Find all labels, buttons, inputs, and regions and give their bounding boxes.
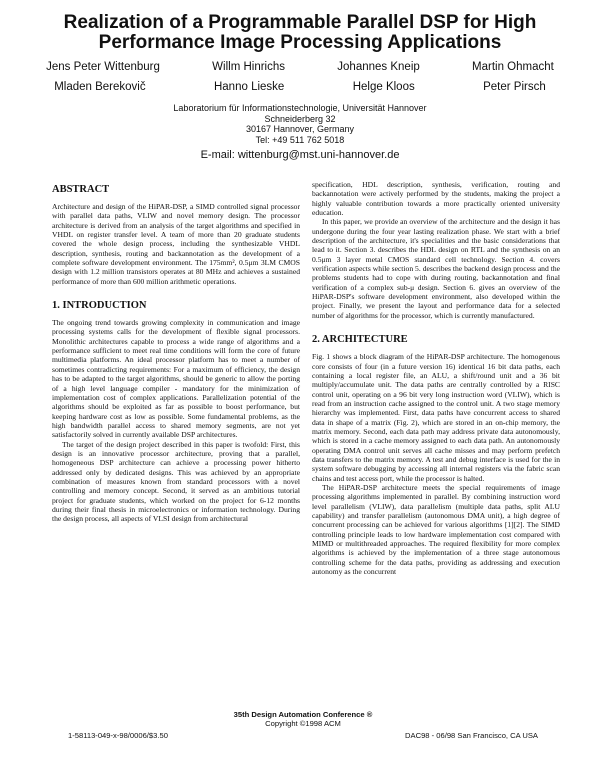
architecture-paragraph: The HiPAR-DSP architecture meets the special requirements of image processing algorithms implemented in parallel. By combining instruction word level parallelism (VLIW), data parallelism (multiple data paths, split ALU capability) and transfer parallelism (autonomous DMA unit), a high degree of concurrent processing can be achieved for various algorithms [1][2]. The SIMD controlling principle leads to low hardware implementation cost compared with MIMD or multithreaded approaches. The required flexibility for more complex algorithms is achieved by the implementation of a three stage autonomous controlling scheme for the data paths, providing as addressing and execution autonomy as the concurrent xyxy=(312,482,560,577)
conference-name: 35th Design Automation Conference ® xyxy=(233,710,373,719)
footer-bottom-row xyxy=(48,731,558,740)
architecture-heading: 2. ARCHITECTURE xyxy=(312,334,408,346)
introduction-paragraph: The ongoing trend towards growing complexity in communication and image processing systems calls for the development of flexible signal processors. Monolithic architectures capable to process a wide range of algorithms and a performance sufficient to meet real time conditions will form the core of future multimedia platforms. An ideal processor platform has to meet a number of sometimes contradicting requirements: For a maximum of efficiency, the design has to be adapted to the target algorithms, should be generic to allow the porting of a high level language compiler - mandatory for the minimization of implementation cost of complex applications. Parallelization potential of the algorithms should be exploited as far as possible to boost performance, but keeping hardware cost as low as possible. Some fundamental problems, as the high bandwidth parallel access to shared memory segments, are not yet satisfactorily solved in currently available DSP architectures. xyxy=(52,318,300,440)
author-row xyxy=(20,81,580,101)
paper-title: Realization of a Programmable Parallel DSP for High Performance Image Processing Applications xyxy=(63,12,537,53)
author-name: Mladen Berekovič xyxy=(54,81,146,93)
author-name: Johannes Kneip xyxy=(337,61,420,73)
left-column xyxy=(52,180,300,524)
page-footer xyxy=(48,710,558,740)
introduction-paragraph: specification, HDL description, synthesis, verification, routing and backannotation were actively performed by the students, making the project a highly valuable contribution towards a more practically oriented university education. xyxy=(312,180,560,218)
affiliation-line: Laboratorium für Informationstechnologie, Universität Hannover xyxy=(173,103,427,113)
author-name: Peter Pirsch xyxy=(483,81,546,93)
author-email: E-mail: wittenburg@mst.uni-hannover.de xyxy=(200,149,400,161)
abstract-text: Architecture and design of the HiPAR-DSP, a SIMD controlled signal processor with parallel data paths, VLIW and novel memory design. The processor architecture is derived from an analysis of the target algorithms and specified in VHDL on register transfer level. A team of more than 20 graduate students covered the whole design process, including the synthesizable VHDL description, synthesis, routing and backannotation as the development of a complete software development environment. The 175mm², 0.5μm 3LM CMOS design with 1.2 million transistors operates at 80 MHz and achieves a sustained performance of more than 600 million arithmetic operations. xyxy=(52,202,300,286)
author-name: Martin Ohmacht xyxy=(472,61,554,73)
isbn-code: 1-58113-049-x-98/0006/$3.50 xyxy=(68,731,168,740)
author-name: Jens Peter Wittenburg xyxy=(46,61,160,73)
author-name: Helge Kloos xyxy=(352,81,415,93)
architecture-paragraph: Fig. 1 shows a block diagram of the HiPAR-DSP architecture. The homogenous core consists of four (in a future version 16) identical 16 bit data paths, each containing a local register file, an ALU, a shift/round unit and a 36 bit multiply/accumulate unit. The data paths are centrally controlled by a RISC control unit, operating on a 96 bit very long instruction word (VLIW), which is read from an instruction cache assigned to the control unit. A two stage memory hierarchy was implemented. First, data paths have concurrent access to shared data in shape of a matrix (Fig. 2), which are stored in an on-chip memory, the matrix memory. Second, each data path may address private data autonomously, which is stored in a cache memory assigned to each data path. An autonomously operating DMA control unit serves all cache misses and may perform prefetch data transfers to the matrix memory. A test and debug interface is used for the in system software debugging by accessing all internal registers via the fabric scan chains and test access port, while the processor is halted. xyxy=(312,352,560,483)
author-name: Willm Hinrichs xyxy=(212,61,286,73)
introduction-paragraph: The target of the design project described in this paper is twofold: First, this design is an innovative processor architecture, proving that a parallel, homogeneous DSP architecture can achieve a processing power hitherto addressed only by dedicated designs. This was achieved by an appropriate combination of measures known from standard processors with a novel controlling and memory concept. Second, it served as an ambitious tutorial project for graduate students, which worked on the project for 6-12 months during their final thesis in microelectronics or information technology. During the design process, all aspects of VLSI design from architectural xyxy=(52,439,300,524)
copyright-notice: Copyright ©1998 ACM xyxy=(265,719,341,728)
affiliation xyxy=(100,103,500,145)
affiliation-line: Schneiderberg 32 xyxy=(264,113,336,124)
affiliation-line: Tel: +49 511 762 5018 xyxy=(255,134,345,145)
affiliation-line: 30167 Hannover, Germany xyxy=(245,124,355,134)
author-row xyxy=(20,61,580,81)
introduction-heading: 1. INTRODUCTION xyxy=(52,300,147,312)
introduction-paragraph: In this paper, we provide an overview of the architecture and the design it has undergone during the four year lasting realization phase. We start with a brief description of the architecture, it's specialities and the basic considerations that lead to it. Section 3. describes the HDL design on RTL and the synthesis on an 0.5μm 3 layer metal CMOS standard cell technology. Section 4. covers verification aspects while section 5. describes the backend design process and the problems students had to cope with during routing, backannotation and final verification of a complex sub-μ design. Section 6. gives an overview of the HiPAR-DSP's software development environment, also developed within the project. Finally, we present the layout and performance data for a selected number of algorithms for the processor, which is currently manufactured. xyxy=(312,217,560,320)
abstract-heading: ABSTRACT xyxy=(52,184,110,195)
author-name: Hanno Lieske xyxy=(213,81,285,93)
event-info: DAC98 - 06/98 San Francisco, CA USA xyxy=(405,731,538,740)
right-column xyxy=(312,180,560,576)
author-list xyxy=(20,61,580,101)
